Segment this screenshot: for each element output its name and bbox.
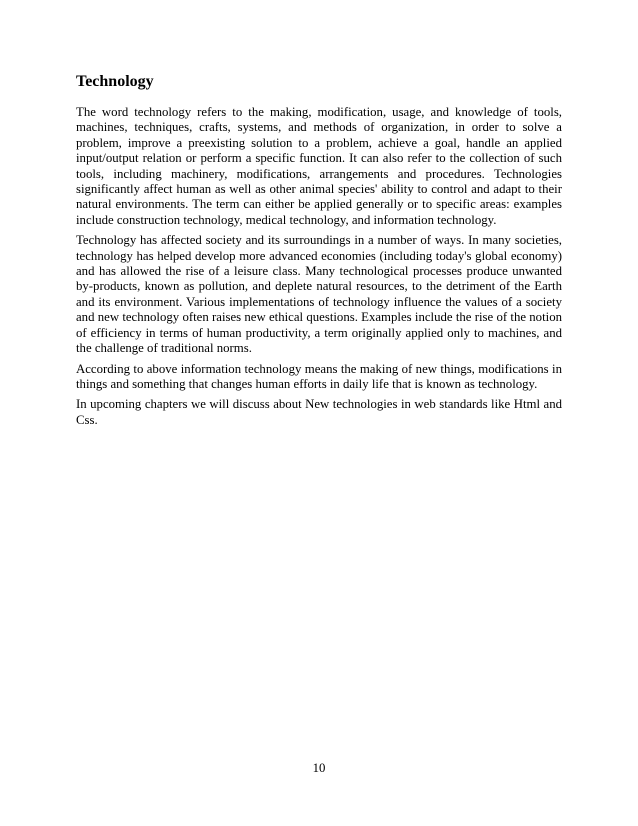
paragraph-definition: The word technology refers to the making, modification, usage, and knowledge of tools, machines, techniques, crafts, systems, and methods of organization, in order to solve a problem, improve a preexisting solution to a problem, achieve a goal, handle an applied input/output relation or perform a specific function. It can also refer to the collection of such tools, including machinery, modifications, arrangements and procedures. Technologies significantly affect human as well as other animal species' ability to control and adapt to their natural environments. The term can either be applied generally or to specific areas: examples include construction technology, medical technology, and information technology. bbox=[76, 105, 562, 227]
page-content bbox=[76, 72, 562, 433]
page-number: 10 bbox=[312, 761, 326, 775]
paragraph-impact: Technology has affected society and its surroundings in a number of ways. In many societies, technology has helped develop more advanced economies (including today's global economy) and has allowed the rise of a leisure class. Many technological processes produce unwanted by-products, known as pollution, and deplete natural resources, to the detriment of the Earth and its environment. Various implementations of technology influence the values of a society and new technology often raises new ethical questions. Examples include the rise of the notion of efficiency in terms of human productivity, a term originally applied only to machines, and the challenge of traditional norms. bbox=[76, 233, 562, 356]
paragraph-summary: According to above information technology means the making of new things, modifications in things and something that changes human efforts in daily life that is known as technology. bbox=[76, 361, 562, 391]
section-heading: Technology bbox=[76, 73, 154, 90]
paragraph-upcoming: In upcoming chapters we will discuss about New technologies in web standards like Html and Css. bbox=[76, 397, 562, 427]
